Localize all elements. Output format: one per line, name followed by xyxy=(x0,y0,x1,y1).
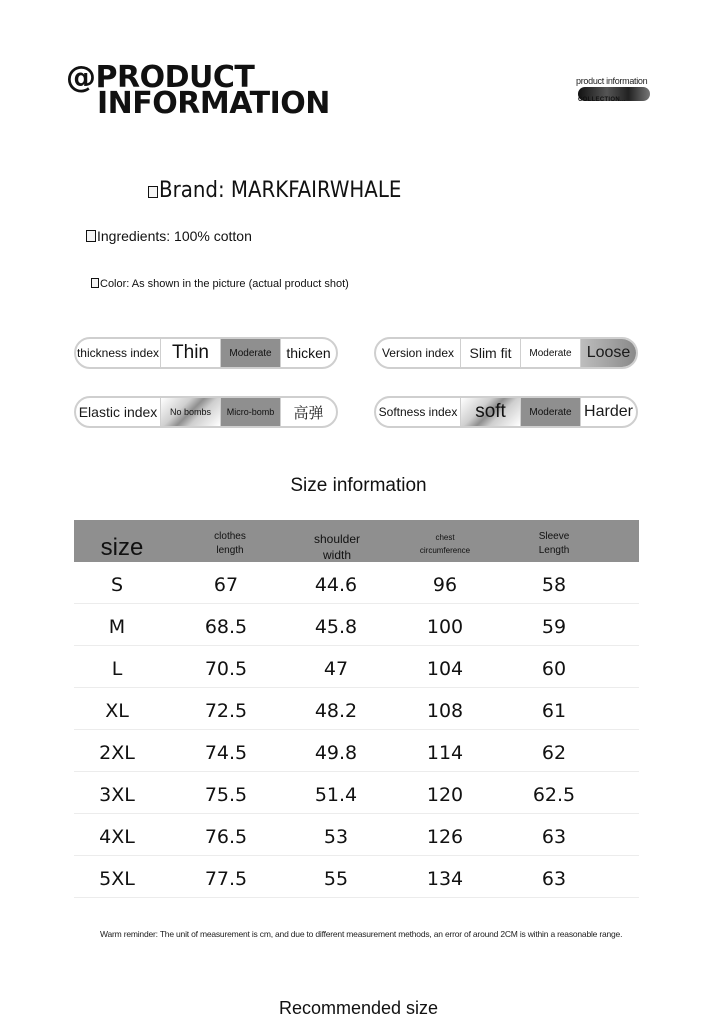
thickness-option-moderate: Moderate xyxy=(220,339,280,367)
header-clothes-length xyxy=(185,530,275,558)
cell-chest: 114 xyxy=(426,742,464,764)
thickness-index-pill xyxy=(74,337,338,369)
cell-sleeve: 62 xyxy=(541,742,567,764)
cell-size: S xyxy=(110,574,124,596)
header-sleeve-line1: Sleeve xyxy=(538,531,570,542)
softness-index-label: Softness index xyxy=(378,405,458,419)
softness-option-harder: Harder xyxy=(580,398,636,426)
cell-length: 72.5 xyxy=(204,700,248,722)
softness-option-soft: soft xyxy=(460,398,520,426)
bullet-box-icon xyxy=(91,278,99,288)
version-option-moderate: Moderate xyxy=(520,339,580,367)
size-table-body xyxy=(74,562,639,898)
header-chest-line2: circumference xyxy=(419,546,471,555)
size-info-title: Size information xyxy=(290,475,427,496)
cell-shoulder: 47 xyxy=(323,658,349,680)
header-chest-line1: chest xyxy=(435,533,455,542)
table-row xyxy=(74,646,639,688)
table-row xyxy=(74,604,639,646)
cell-chest: 96 xyxy=(432,574,458,596)
elastic-option-micro-bomb: Micro-bomb xyxy=(220,398,280,426)
cell-size: 4XL xyxy=(99,826,135,848)
side-label: product information xyxy=(576,76,648,86)
cell-size: XL xyxy=(105,700,129,722)
elastic-index-pill xyxy=(74,396,338,428)
header-clothes-length-line2: length xyxy=(216,545,244,556)
cell-shoulder: 44.6 xyxy=(314,574,358,596)
cell-size: 3XL xyxy=(99,784,135,806)
cell-length: 67 xyxy=(213,574,239,596)
header-sleeve-length xyxy=(509,530,599,558)
cell-sleeve: 58 xyxy=(541,574,567,596)
collection-label: COLLECTION... xyxy=(578,97,626,103)
version-index-label: Version index xyxy=(381,346,455,360)
header-sleeve-line2: Length xyxy=(538,545,570,556)
cell-chest: 104 xyxy=(426,658,464,680)
cell-shoulder: 48.2 xyxy=(314,700,358,722)
elastic-option-no-bombs: No bombs xyxy=(160,398,220,426)
cell-size: 5XL xyxy=(99,868,135,890)
color-text: Color: As shown in the picture (actual product shot) xyxy=(100,278,349,290)
header-chest-circumference xyxy=(400,531,490,557)
cell-sleeve: 63 xyxy=(541,868,567,890)
cell-sleeve: 61 xyxy=(541,700,567,722)
table-row xyxy=(74,562,639,604)
cell-shoulder: 55 xyxy=(323,868,349,890)
size-table-header xyxy=(74,520,639,562)
header-size: size xyxy=(100,534,144,561)
header-shoulder-width-line2: width xyxy=(322,548,351,562)
header-shoulder-width-line1: shoulder xyxy=(313,532,361,546)
bullet-box-icon xyxy=(148,186,158,198)
cell-chest: 108 xyxy=(426,700,464,722)
elastic-option-high-elastic: 高弹 xyxy=(280,398,336,426)
cell-length: 76.5 xyxy=(204,826,248,848)
thickness-option-thin: Thin xyxy=(160,339,220,367)
recommended-size-title: Recommended size xyxy=(278,998,439,1018)
softness-option-moderate: Moderate xyxy=(520,398,580,426)
version-index-pill xyxy=(374,337,638,369)
table-row xyxy=(74,814,639,856)
page-title-text-1: @PRODUCT xyxy=(66,60,255,95)
cell-shoulder: 45.8 xyxy=(314,616,358,638)
version-option-loose: Loose xyxy=(580,339,636,367)
cell-size: L xyxy=(111,658,123,680)
cell-sleeve: 60 xyxy=(541,658,567,680)
cell-chest: 120 xyxy=(426,784,464,806)
cell-sleeve: 59 xyxy=(541,616,567,638)
cell-length: 70.5 xyxy=(204,658,248,680)
cell-length: 68.5 xyxy=(204,616,248,638)
cell-chest: 100 xyxy=(426,616,464,638)
bullet-box-icon xyxy=(86,230,96,242)
measurement-reminder: Warm reminder: The unit of measurement is cm, and due to different measurement methods, an error of around 2CM is within a reasonable range. xyxy=(100,929,623,939)
thickness-option-thicken: thicken xyxy=(280,339,336,367)
softness-index-pill xyxy=(374,396,638,428)
elastic-index-label: Elastic index xyxy=(78,404,158,420)
cell-length: 77.5 xyxy=(204,868,248,890)
cell-length: 74.5 xyxy=(204,742,248,764)
ingredients-line xyxy=(86,228,252,244)
size-table xyxy=(74,520,639,898)
header-shoulder-width xyxy=(292,531,382,563)
cell-sleeve: 63 xyxy=(541,826,567,848)
cell-size: M xyxy=(108,616,126,638)
thickness-index-label: thickness index xyxy=(76,346,160,360)
brand-line xyxy=(148,178,401,203)
cell-sleeve: 62.5 xyxy=(532,784,576,806)
table-row xyxy=(74,688,639,730)
header-clothes-length-line1: clothes xyxy=(214,531,246,542)
cell-chest: 134 xyxy=(426,868,464,890)
color-line xyxy=(91,278,349,290)
cell-shoulder: 49.8 xyxy=(314,742,358,764)
brand-text: Brand: MARKFAIRWHALE xyxy=(159,178,402,203)
cell-shoulder: 53 xyxy=(323,826,349,848)
cell-shoulder: 51.4 xyxy=(314,784,358,806)
page-title-line-2: INFORMATION xyxy=(97,86,330,121)
cell-chest: 126 xyxy=(426,826,464,848)
table-row xyxy=(74,856,639,898)
cell-size: 2XL xyxy=(99,742,135,764)
table-row xyxy=(74,730,639,772)
table-row xyxy=(74,772,639,814)
ingredients-text: Ingredients: 100% cotton xyxy=(97,228,252,244)
cell-length: 75.5 xyxy=(204,784,248,806)
version-option-slim-fit: Slim fit xyxy=(460,339,520,367)
